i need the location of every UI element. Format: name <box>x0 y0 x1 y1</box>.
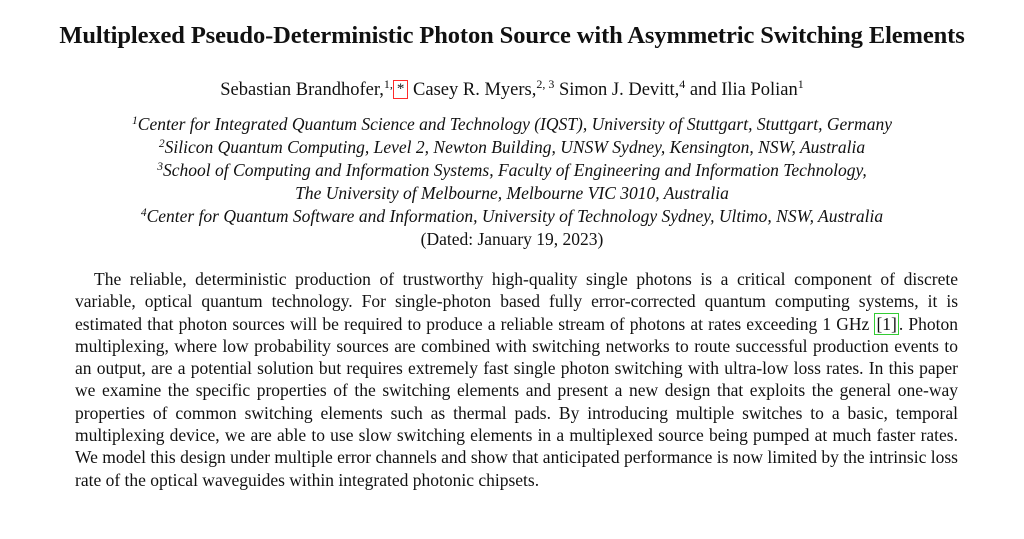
affiliation-line <box>0 136 1024 159</box>
paper-title: Multiplexed Pseudo-Deterministic Photon Source with Asymmetric Switching Elements <box>59 22 965 49</box>
affiliation-text: The University of Melbourne, Melbourne VIC 3010, Australia <box>295 183 729 203</box>
affiliation-number: 1 <box>132 115 138 127</box>
affiliation-line <box>0 113 1024 136</box>
affiliation-number: 3 <box>157 161 164 173</box>
author-name: and Ilia Polian <box>689 80 798 100</box>
abstract-text: . Photon multiplexing, where low probability sources are combined with switching networks to route successful production events to an output, are a potential solution but requires extremely fast single photon switching with ultra-low loss rates. In this paper we examine the specific properties of the switching elements and present a new design that exploits the general one-way properties of common switching elements such as thermal pads. By introducing multiple switches to a basic, temporal multiplexing device, we are able to use slow switching elements in a multiplexed source being pumped at much faster rates. We model this design under multiple error channels and show that anticipated performance is now limited by the intrinsic loss rate of the optical waveguides within integrated photonic chipsets. <box>75 313 958 490</box>
author-name: Simon J. Devitt, <box>558 80 680 100</box>
footnote-link[interactable]: * <box>393 80 409 99</box>
author-affiliation-mark: 4 <box>679 77 686 91</box>
affiliation-number: 2 <box>158 138 165 150</box>
affiliation-list <box>0 113 1024 251</box>
date-line: (Dated: January 19, 2023) <box>420 229 604 249</box>
abstract-text: The reliable, deterministic production of trustworthy high-quality single photons is a critical component of discrete variable, optical quantum technology. For single-photon based fully error-corrected quantum computing systems, it is estimated that photon sources will be required to produce a reliable stream of photons at rates exceeding 1 GHz <box>75 269 958 334</box>
affiliation-text: School of Computing and Information Systems, Faculty of Engineering and Information Technology, <box>163 160 867 180</box>
affiliation-line <box>0 205 1024 228</box>
affiliation-number: 4 <box>140 207 147 219</box>
affiliation-text: Center for Integrated Quantum Science and Technology (IQST), University of Stuttgart, Stuttgart, Germany <box>137 114 892 134</box>
affiliation-line <box>0 182 1024 205</box>
author-name: Casey R. Myers, <box>413 80 537 100</box>
affiliation-line <box>0 159 1024 182</box>
abstract-paragraph <box>75 268 958 491</box>
citation-link[interactable]: [1] <box>876 313 897 334</box>
author-name: Sebastian Brandhofer, <box>220 80 384 100</box>
affiliation-text: Center for Quantum Software and Information, University of Technology Sydney, Ultimo, NSW, Australia <box>146 206 884 226</box>
author-affiliation-mark: 2, 3 <box>536 77 555 91</box>
author-affiliation-mark: 1, <box>383 77 393 91</box>
affiliation-text: Silicon Quantum Computing, Level 2, Newton Building, UNSW Sydney, Kensington, NSW, Australia <box>164 137 866 157</box>
author-affiliation-mark: 1 <box>797 77 804 91</box>
author-list <box>0 77 1024 101</box>
